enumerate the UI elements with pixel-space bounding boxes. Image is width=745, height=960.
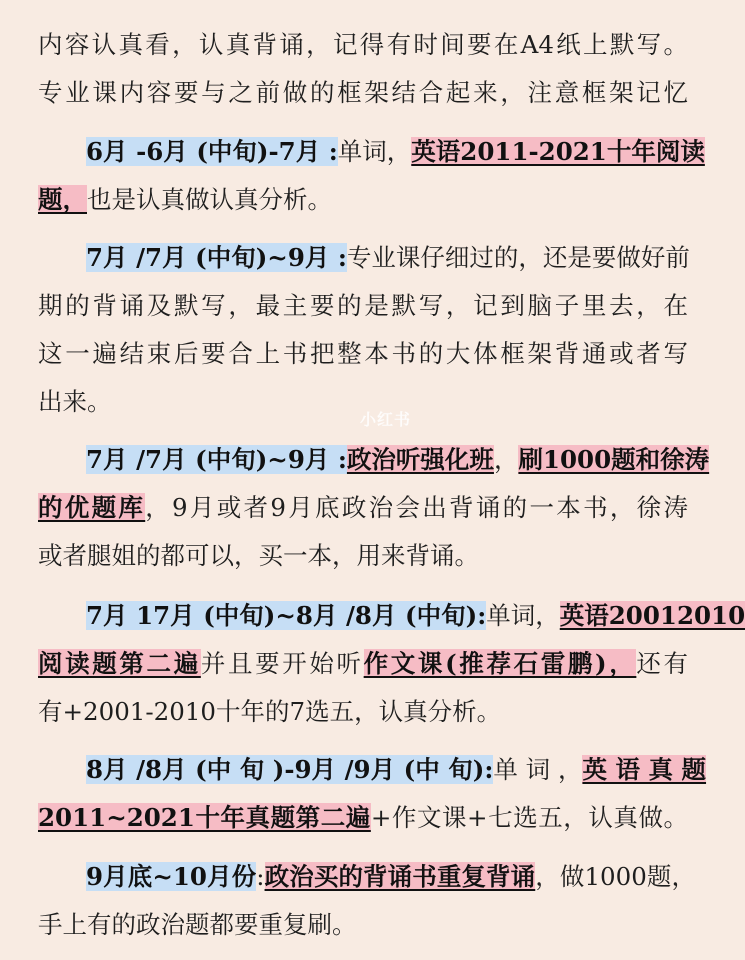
date-range-1: 6月 -6月 (中旬)-7月 : [86, 137, 338, 166]
key-task-1-cont: 题， [38, 185, 87, 214]
date-range-3: 7月 /7月 (中旬)~9月 : [86, 445, 347, 474]
section-1-line-1: 6月 -6月 (中旬)-7月 :单词，英语2011-2021十年阅读 [86, 137, 705, 166]
date-range-2: 7月 /7月 (中旬)~9月 : [86, 243, 347, 272]
section-1-line-2: 题，也是认真做认真分析。 [38, 185, 332, 214]
key-task-1: 英语2011-2021十年阅读 [411, 137, 705, 166]
watermark-logo: 小红书 [360, 410, 412, 429]
key-task-6: 政治买的背诵书重复背诵 [264, 862, 536, 891]
section-3-line-3: 或者腿姐的都可以，买一本，用来背诵。 [38, 541, 479, 570]
intro-line-1: 内容认真看，认真背诵，记得有时间要在A4纸上默写。 [38, 30, 688, 59]
section-3-line-2: 的优题库，9月或者9月底政治会出背诵的一本书，徐涛 [38, 493, 688, 522]
intro-line-2: 专业课内容要与之前做的框架结合起来，注意框架记忆 [38, 78, 688, 107]
section-6-line-1: 9月底~10月份:政治买的背诵书重复背诵，做1000题， [86, 862, 697, 891]
section-4-line-2: 阅读题第二遍并且要开始听作文课(推荐石雷鹏)，还有 [38, 649, 688, 678]
key-task-3b: 刷1000题和徐涛 [518, 445, 710, 474]
section-4-line-1: 7月 17月 (中旬)~8月 /8月 (中旬):单词，英语20012010 [86, 601, 745, 630]
key-task-4b: 阅读题第二遍 [38, 649, 201, 678]
date-range-4: 7月 17月 (中旬)~8月 /8月 (中旬): [86, 601, 487, 630]
section-2-line-4: 出来。 [38, 387, 112, 416]
key-task-3c: 的优题库 [38, 493, 146, 522]
key-task-4a: 英语20012010 [559, 601, 745, 630]
date-range-5: 8月 /8月 (中 旬 )-9月 /9月 (中 旬): [86, 755, 494, 784]
section-5-line-1: 8月 /8月 (中 旬 )-9月 /9月 (中 旬):单 词 ，英 语 真 题 [86, 755, 707, 784]
section-6-line-2: 手上有的政治题都要重复刷。 [38, 910, 357, 939]
key-task-3a: 政治听强化班 [346, 445, 494, 474]
key-task-5b: 2011~2021十年真题第二遍 [38, 803, 371, 832]
key-task-4c: 作文课(推荐石雷鹏)， [363, 649, 637, 678]
key-task-5a: 英 语 真 题 [582, 755, 707, 784]
section-3-line-1: 7月 /7月 (中旬)~9月 :政治听强化班，刷1000题和徐涛 [86, 445, 710, 474]
section-5-line-2: 2011~2021十年真题第二遍+作文课+七选五，认真做。 [38, 803, 689, 832]
section-2-line-2: 期的背诵及默写，最主要的是默写，记到脑子里去，在 [38, 291, 688, 320]
section-4-line-3: 有+2001-2010十年的7选五，认真分析。 [38, 697, 502, 726]
section-2-line-1: 7月 /7月 (中旬)~9月 :专业课仔细过的，还是要做好前 [86, 243, 690, 272]
section-2-line-3: 这一遍结束后要合上书把整本书的大体框架背通或者写 [38, 339, 688, 368]
date-range-6: 9月底~10月份 [86, 862, 257, 891]
